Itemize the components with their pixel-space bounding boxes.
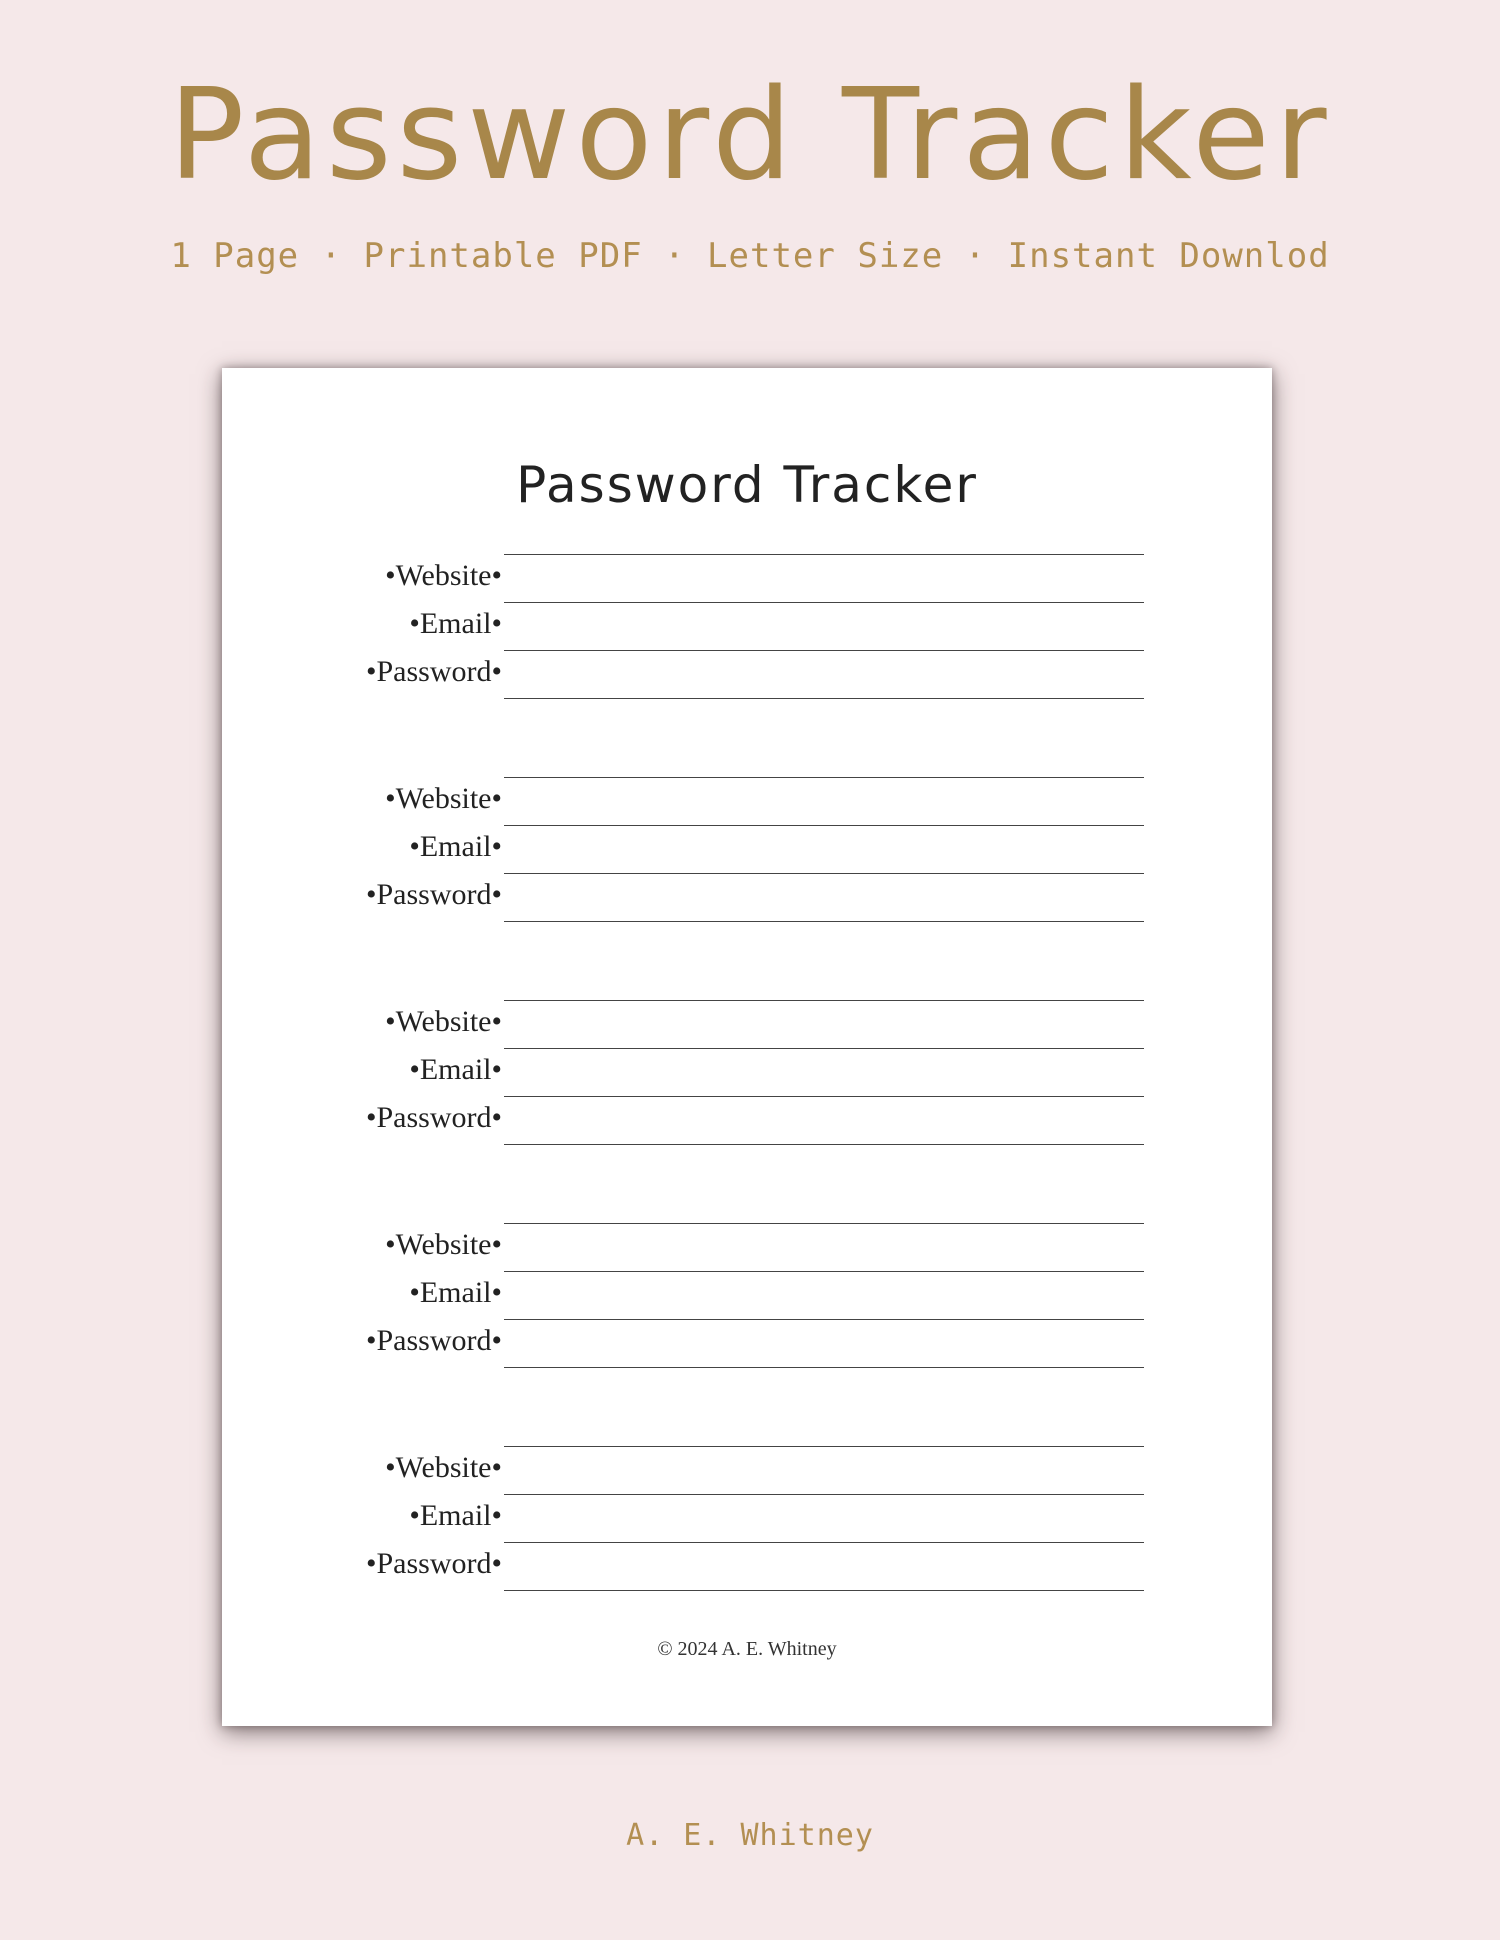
sheet-title: Password Tracker [516,456,978,514]
write-line[interactable] [504,1590,1144,1591]
write-line[interactable] [504,1223,1144,1224]
write-line[interactable] [504,873,1144,874]
email-label: •Email• [409,1276,502,1309]
write-line[interactable] [504,1144,1144,1145]
website-label: •Website• [385,559,502,592]
write-line[interactable] [504,1494,1144,1495]
password-label: •Password• [365,878,502,911]
password-label: •Password• [365,1101,502,1134]
write-line[interactable] [504,602,1144,603]
password-label: •Password• [365,1324,502,1357]
website-label: •Website• [385,782,502,815]
email-label: •Email• [409,1053,502,1086]
write-line[interactable] [504,825,1144,826]
write-line[interactable] [504,777,1144,778]
write-line[interactable] [504,1367,1144,1368]
page-subtitle: 1 Page · Printable PDF · Letter Size · Instant Downlod [170,236,1330,276]
write-line[interactable] [504,1096,1144,1097]
brand-name: A. E. Whitney [626,1818,874,1853]
email-label: •Email• [409,1499,502,1532]
write-line[interactable] [504,1446,1144,1447]
website-label: •Website• [385,1451,502,1484]
email-label: •Email• [409,607,502,640]
write-line[interactable] [504,554,1144,555]
website-label: •Website• [385,1005,502,1038]
password-label: •Password• [365,1547,502,1580]
password-label: •Password• [365,655,502,688]
write-line[interactable] [504,1271,1144,1272]
sheet-copyright: © 2024 A. E. Whitney [657,1638,837,1660]
write-line[interactable] [504,1319,1144,1320]
write-line[interactable] [504,650,1144,651]
write-line[interactable] [504,921,1144,922]
page-title: Password Tracker [168,61,1332,208]
write-line[interactable] [504,1542,1144,1543]
write-line[interactable] [504,1000,1144,1001]
printable-sheet [222,368,1272,1726]
write-line[interactable] [504,1048,1144,1049]
website-label: •Website• [385,1228,502,1261]
write-line[interactable] [504,698,1144,699]
email-label: •Email• [409,830,502,863]
